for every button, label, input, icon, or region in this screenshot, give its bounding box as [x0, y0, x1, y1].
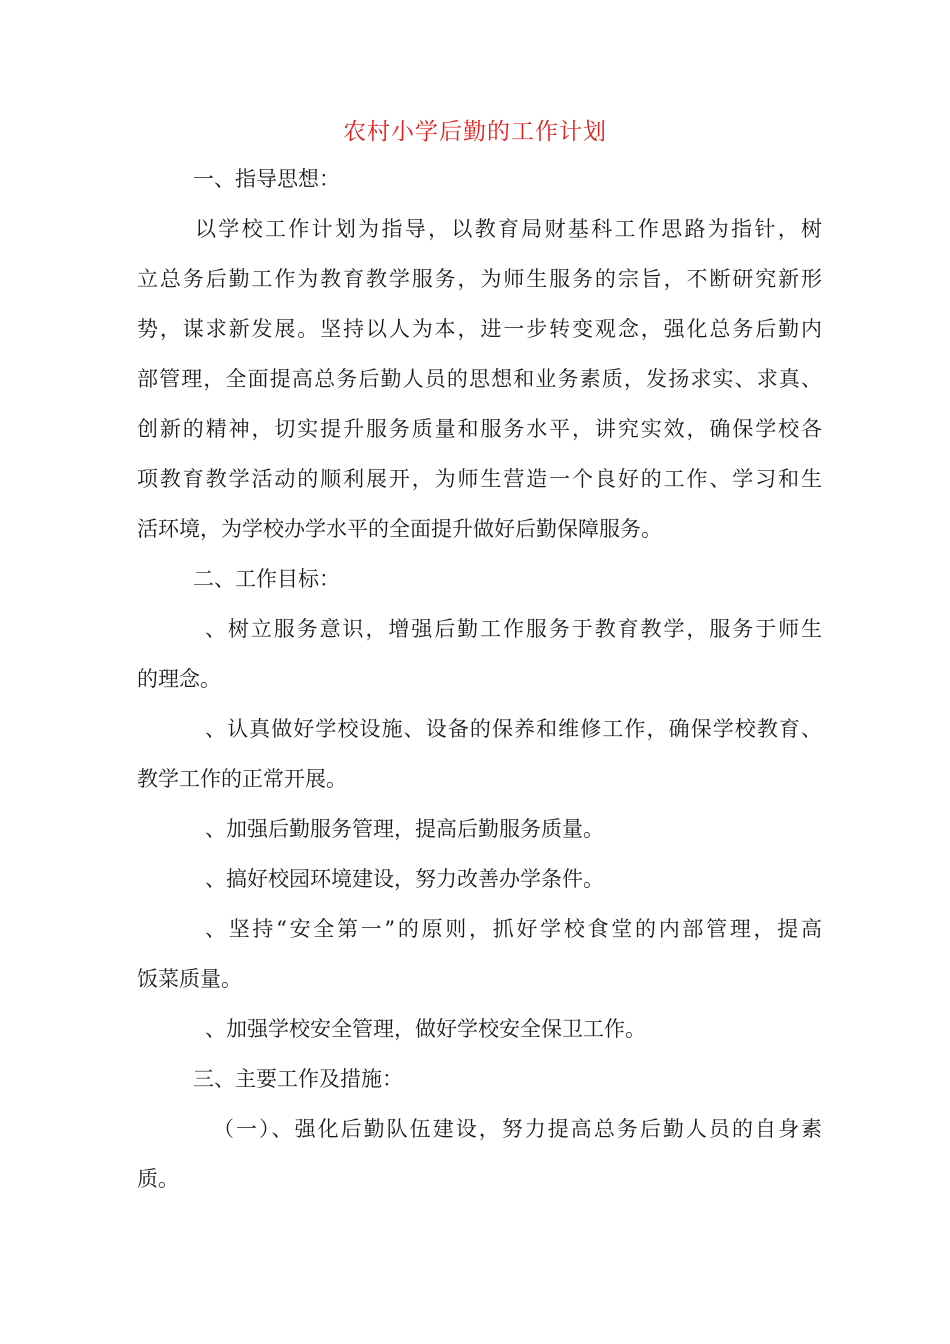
paragraph-line: 立总务后勤工作为教育教学服务，为师生服务的宗旨，不断研究新形 [137, 267, 822, 291]
list-item-line: 教学工作的正常开展。 [137, 767, 347, 791]
paragraph-line: 创新的精神，切实提升服务质量和服务水平，讲究实效，确保学校各 [137, 417, 822, 441]
paragraph-line: 活环境，为学校办学水平的全面提升做好后勤保障服务。 [137, 517, 662, 541]
document-title: 农村小学后勤的工作计划 [343, 119, 607, 145]
paragraph-line: 势，谋求新发展。坚持以人为本，进一步转变观念，强化总务后勤内 [137, 317, 822, 341]
paragraph-line: 部管理，全面提高总务后勤人员的思想和业务素质，发扬求实、求真、 [137, 367, 822, 391]
subsection-heading-line: （一）、强化后勤队伍建设，努力提高总务后勤人员的自身素 [213, 1117, 822, 1141]
section-heading-1: 一、指导思想： [193, 167, 340, 191]
list-item-line: 、加强后勤服务管理，提高后勤服务质量。 [205, 817, 604, 841]
list-item-line: 的理念。 [137, 667, 221, 691]
list-item-line: 、加强学校安全管理，做好学校安全保卫工作。 [205, 1017, 646, 1041]
document-body [137, 154, 822, 1204]
list-item-line: 、坚持“安全第一”的原则，抓好学校食堂的内部管理，提高 [205, 917, 822, 941]
section-heading-3: 三、主要工作及措施： [193, 1067, 403, 1091]
list-item-line: 、树立服务意识，增强后勤工作服务于教育教学，服务于师生 [205, 617, 822, 641]
section-heading-2: 二、工作目标： [193, 567, 340, 591]
paragraph-line: 以学校工作计划为指导，以教育局财基科工作思路为指针，树 [195, 217, 822, 241]
list-item-line: 、认真做好学校设施、设备的保养和维修工作，确保学校教育、 [205, 717, 822, 741]
paragraph-line: 项教育教学活动的顺利展开，为师生营造一个良好的工作、学习和生 [137, 467, 822, 491]
subsection-heading-line: 质。 [137, 1167, 179, 1191]
list-item-line: 、搞好校园环境建设，努力改善办学条件。 [205, 867, 604, 891]
list-item-line: 饭菜质量。 [137, 967, 242, 991]
